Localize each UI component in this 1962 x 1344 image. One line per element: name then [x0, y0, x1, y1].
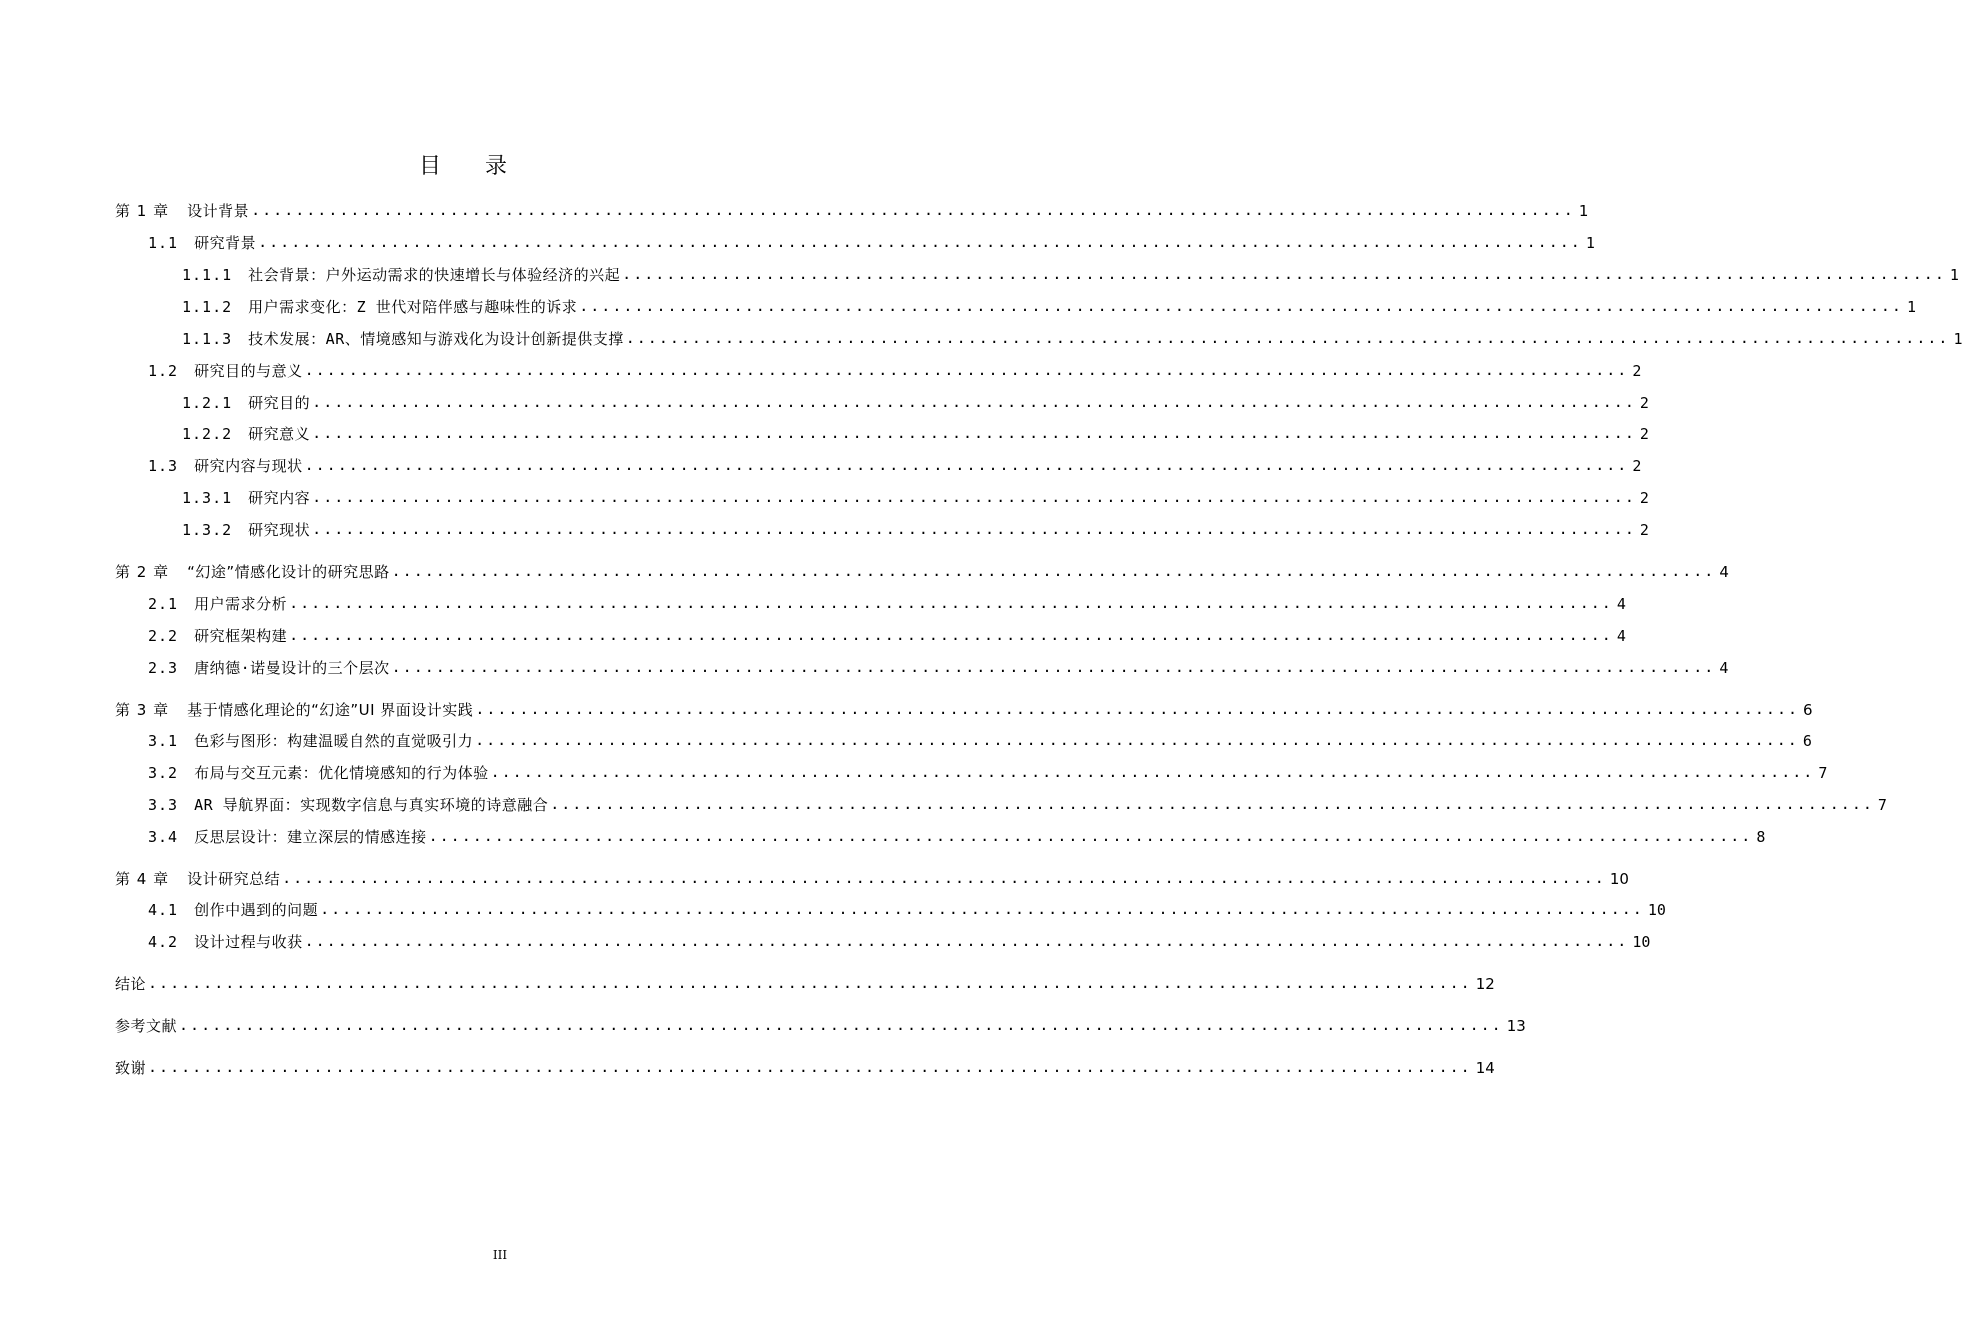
- dot-leader: ........................................................................................................................: [579, 297, 1903, 315]
- entry-title: 用户需求变化：Z 世代对陪伴感与趣味性的诉求: [248, 298, 578, 316]
- dot-leader: ........................................................................................................................: [490, 763, 1815, 781]
- toc-entry-section[interactable]: [148, 824, 1766, 850]
- entry-title: 设计过程与收获: [194, 933, 303, 951]
- entry-title: 研究内容: [248, 489, 311, 507]
- entry-title: 研究框架构建: [194, 627, 288, 645]
- toc-entry-section[interactable]: [148, 230, 1595, 256]
- entry-number: 3.4: [148, 828, 179, 846]
- toc-entry-section[interactable]: [148, 591, 1626, 617]
- entry-number: 第 2 章: [115, 563, 170, 581]
- toc-entry-chapter[interactable]: [115, 697, 1813, 723]
- dot-leader: ........................................................................................................................: [428, 827, 1753, 845]
- entry-title: 反思层设计：建立深层的情感连接: [194, 828, 427, 846]
- entry-page-number: 14: [1475, 1059, 1495, 1077]
- dot-leader: ........................................................................................................................: [622, 265, 1946, 283]
- toc-entry-subsection[interactable]: [182, 517, 1649, 543]
- entry-page-number: 4: [1616, 595, 1626, 613]
- dot-leader: ........................................................................................................................: [289, 594, 1613, 612]
- entry-title: 研究内容与现状: [194, 457, 303, 475]
- dot-leader: ........................................................................................................................: [289, 626, 1613, 644]
- entry-page-number: 1: [1953, 330, 1962, 348]
- entry-page-number: 2: [1639, 394, 1649, 412]
- dot-leader: ........................................................................................................................: [179, 1016, 1503, 1034]
- entry-number: 1.1.1: [182, 266, 233, 284]
- dot-leader: ........................................................................................................................: [304, 932, 1629, 950]
- entry-number: 1.1: [148, 234, 179, 252]
- toc-entry-conclusion[interactable]: [115, 971, 1495, 997]
- entry-title: 研究背景: [194, 234, 257, 252]
- entry-page-number: 10: [1647, 901, 1666, 919]
- dot-leader: ........................................................................................................................: [304, 361, 1629, 379]
- toc-entry-section[interactable]: [148, 623, 1626, 649]
- toc-entry-section[interactable]: [148, 792, 1887, 818]
- entry-page-number: 1: [1949, 266, 1959, 284]
- entry-title: “幻途”情感化设计的研究思路: [187, 563, 390, 581]
- dot-leader: ........................................................................................................................: [391, 562, 1716, 580]
- entry-title: 研究目的: [248, 394, 311, 412]
- toc-entry-section[interactable]: [148, 655, 1729, 681]
- entry-title: 唐纳德·诺曼设计的三个层次: [194, 659, 390, 677]
- entry-number: 2.1: [148, 595, 179, 613]
- entry-title: 设计背景: [187, 202, 250, 220]
- entry-title: 社会背景：户外运动需求的快速增长与体验经济的兴起: [248, 266, 621, 284]
- dot-leader: ........................................................................................................................: [312, 393, 1636, 411]
- entry-page-number: 1: [1578, 202, 1589, 220]
- entry-number: 1.3: [148, 457, 179, 475]
- entry-number: 第 1 章: [115, 202, 170, 220]
- dot-leader: ........................................................................................................................: [312, 424, 1636, 442]
- entry-page-number: 2: [1639, 425, 1649, 443]
- entry-page-number: 6: [1802, 732, 1812, 750]
- entry-page-number: 8: [1756, 828, 1766, 846]
- entry-number: 3.2: [148, 764, 179, 782]
- toc-entry-subsection[interactable]: [182, 421, 1649, 447]
- entry-number: 4.2: [148, 933, 179, 951]
- dot-leader: ........................................................................................................................: [251, 201, 1575, 219]
- toc-entry-section[interactable]: [148, 453, 1642, 479]
- entry-number: 2.2: [148, 627, 179, 645]
- dot-leader: ........................................................................................................................: [312, 488, 1636, 506]
- toc-entry-acknowledgements[interactable]: [115, 1055, 1495, 1081]
- toc-entry-subsection[interactable]: [182, 262, 1959, 288]
- entry-number: 第 3 章: [115, 701, 170, 719]
- toc-entry-section[interactable]: [148, 760, 1828, 786]
- page-footer-number: III: [492, 1248, 508, 1262]
- entry-title: 色彩与图形：构建温暖自然的直觉吸引力: [194, 732, 474, 750]
- entry-title: 用户需求分析: [194, 595, 288, 613]
- entry-title: 致谢: [115, 1059, 147, 1077]
- entry-title: AR 导航界面：实现数字信息与真实环境的诗意融合: [194, 796, 549, 814]
- entry-number: 3.3: [148, 796, 179, 814]
- dot-leader: ........................................................................................................................: [550, 795, 1874, 813]
- entry-title: 设计研究总结: [187, 870, 281, 888]
- entry-page-number: 2: [1639, 489, 1649, 507]
- entry-number: 2.3: [148, 659, 179, 677]
- toc-entry-section[interactable]: [148, 897, 1666, 923]
- toc-entry-chapter[interactable]: [115, 198, 1589, 224]
- toc-entry-subsection[interactable]: [182, 294, 1916, 320]
- dot-leader: ........................................................................................................................: [475, 731, 1799, 749]
- entry-number: 1.2: [148, 362, 179, 380]
- entry-number: 1.1.2: [182, 298, 233, 316]
- entry-number: 第 4 章: [115, 870, 170, 888]
- entry-title: 结论: [115, 975, 147, 993]
- entry-page-number: 4: [1616, 627, 1626, 645]
- dot-leader: ........................................................................................................................: [258, 233, 1582, 251]
- entry-page-number: 4: [1719, 659, 1729, 677]
- entry-page-number: 1: [1585, 234, 1595, 252]
- entry-page-number: 1: [1906, 298, 1916, 316]
- entry-title: 研究现状: [248, 521, 311, 539]
- toc-entry-section[interactable]: [148, 929, 1651, 955]
- entry-page-number: 4: [1719, 563, 1729, 581]
- dot-leader: ........................................................................................................................: [320, 900, 1644, 918]
- entry-title: 参考文献: [115, 1017, 178, 1035]
- toc-entry-subsection[interactable]: [182, 390, 1649, 416]
- entry-page-number: 2: [1639, 521, 1649, 539]
- toc-heading: 目录: [418, 154, 551, 179]
- entry-page-number: 12: [1475, 975, 1495, 993]
- entry-number: 1.3.1: [182, 489, 233, 507]
- entry-page-number: 6: [1803, 701, 1813, 719]
- entry-number: 1.1.3: [182, 330, 233, 348]
- toc-entry-references[interactable]: [115, 1013, 1526, 1039]
- toc-entry-chapter[interactable]: [115, 866, 1629, 892]
- toc-entry-subsection[interactable]: [182, 485, 1649, 511]
- entry-number: 3.1: [148, 732, 179, 750]
- entry-number: 4.1: [148, 901, 179, 919]
- entry-title: 布局与交互元素：优化情境感知的行为体验: [194, 764, 489, 782]
- entry-page-number: 13: [1506, 1017, 1526, 1035]
- entry-title: 创作中遇到的问题: [194, 901, 319, 919]
- entry-page-number: 7: [1877, 796, 1887, 814]
- entry-title: 研究目的与意义: [194, 362, 303, 380]
- entry-page-number: 7: [1818, 764, 1828, 782]
- toc-entry-subsection[interactable]: [182, 326, 1962, 352]
- dot-leader: ........................................................................................................................: [312, 520, 1636, 538]
- dot-leader: ........................................................................................................................: [304, 456, 1629, 474]
- dot-leader: ........................................................................................................................: [475, 700, 1800, 718]
- entry-page-number: 2: [1632, 362, 1642, 380]
- entry-number: 1.3.2: [182, 521, 233, 539]
- entry-page-number: 10: [1632, 933, 1651, 951]
- dot-leader: ........................................................................................................................: [282, 869, 1606, 887]
- dot-leader: ........................................................................................................................: [148, 1058, 1472, 1076]
- entry-title: 技术发展：AR、情境感知与游戏化为设计创新提供支撑: [248, 330, 624, 348]
- entry-title: 基于情感化理论的“幻途”UI 界面设计实践: [187, 701, 474, 719]
- entry-title: 研究意义: [248, 425, 311, 443]
- toc-entry-section[interactable]: [148, 358, 1642, 384]
- dot-leader: ........................................................................................................................: [391, 658, 1716, 676]
- toc-entry-chapter[interactable]: [115, 559, 1729, 585]
- entry-number: 1.2.1: [182, 394, 233, 412]
- dot-leader: ........................................................................................................................: [625, 329, 1950, 347]
- toc-entry-section[interactable]: [148, 728, 1812, 754]
- entry-page-number: 2: [1632, 457, 1642, 475]
- entry-page-number: 10: [1609, 870, 1629, 888]
- entry-number: 1.2.2: [182, 425, 233, 443]
- dot-leader: ........................................................................................................................: [148, 974, 1472, 992]
